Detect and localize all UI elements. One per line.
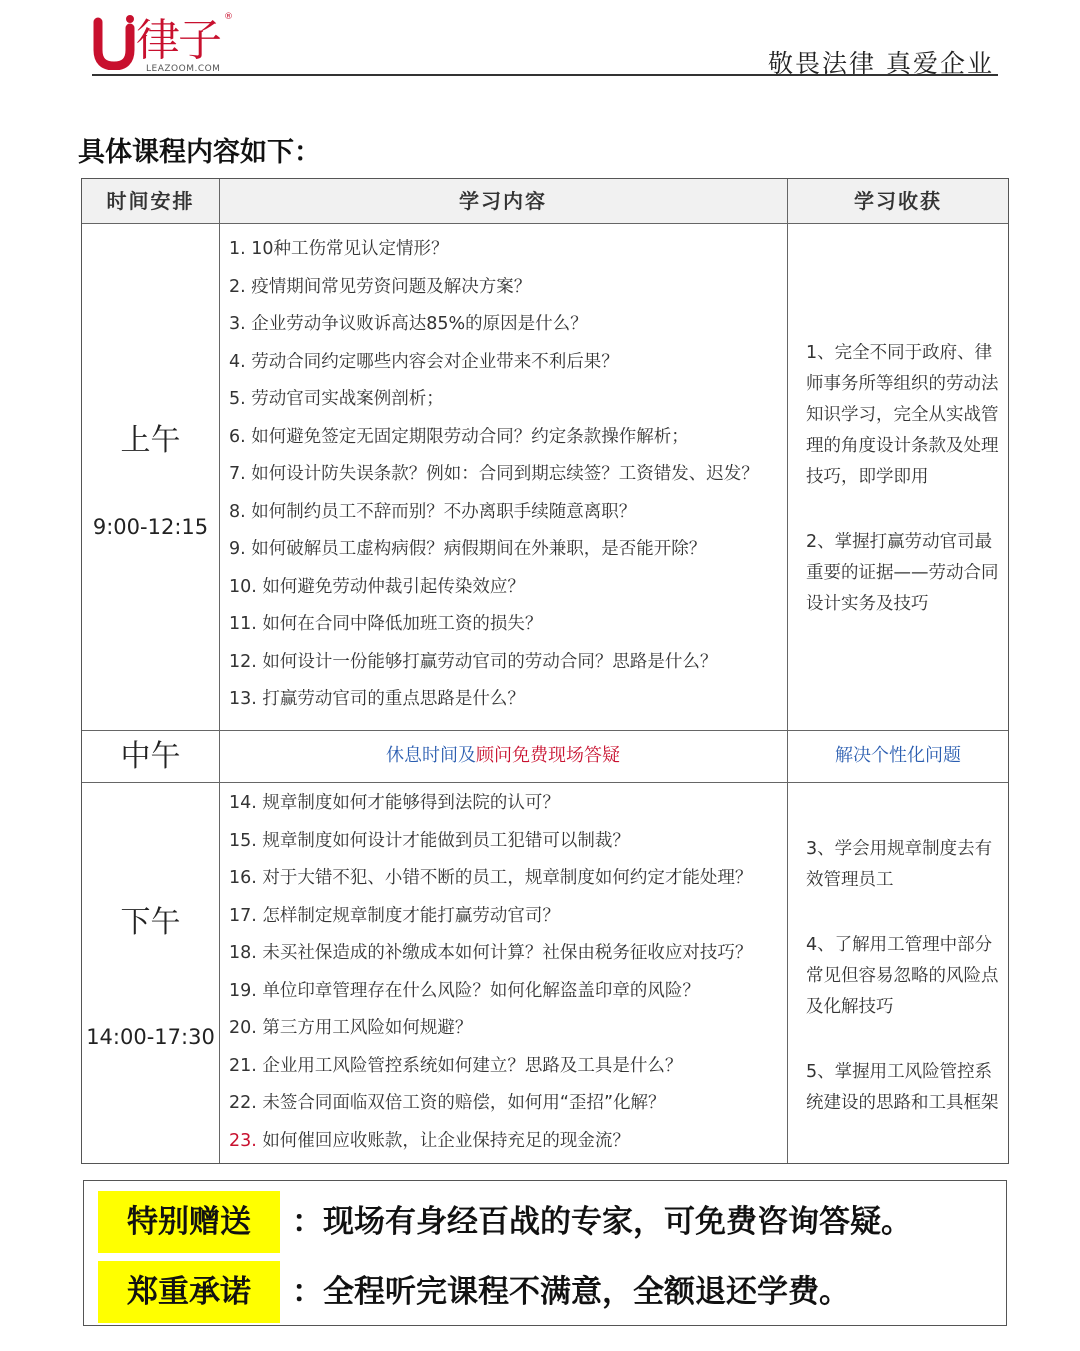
topic-item	[229, 569, 789, 607]
page-title: 具体课程内容如下：	[78, 137, 321, 168]
topic-number: 21.	[229, 1055, 257, 1076]
topic-text: 10种工伤常见认定情形？	[251, 239, 449, 259]
topic-item	[229, 1123, 789, 1161]
topic-number: 16.	[229, 868, 257, 888]
topic-text: 企业用工风险管控系统如何建立？思路及工具是什么？	[262, 1055, 683, 1076]
topic-item	[229, 1085, 789, 1123]
row-divider	[82, 223, 1008, 224]
gain-item: 3、学会用规章制度去有效管理员工	[806, 839, 993, 890]
topic-item	[229, 973, 789, 1011]
header-time: 时间安排	[106, 189, 195, 213]
topic-item	[229, 935, 789, 973]
topic-item	[229, 344, 789, 382]
header-divider	[92, 74, 998, 76]
topic-number: 19.	[229, 980, 257, 1001]
topic-number: 23.	[229, 1130, 257, 1151]
topic-text: 单位印章管理存在什么风险？如何化解盗盖印章的风险？	[262, 980, 700, 1001]
header-content: 学习内容	[459, 189, 547, 213]
gift-text: ：现场有身经百战的专家，可免费咨询答疑。	[292, 1204, 912, 1240]
topic-item	[229, 1048, 789, 1086]
registered-mark: ®	[224, 12, 233, 22]
topic-text: 劳动合同约定哪些内容会对企业带来不利后果？	[251, 351, 619, 372]
topic-number: 18.	[229, 943, 257, 963]
topic-item	[229, 898, 789, 936]
topic-number: 3.	[229, 314, 246, 334]
topic-number: 11.	[229, 614, 257, 634]
period-morning: 上午	[120, 423, 181, 458]
topic-number: 15.	[229, 830, 257, 851]
topic-text: 企业劳动争议败诉高达85%的原因是什么？	[251, 314, 588, 334]
topic-item	[229, 681, 789, 719]
gain-item: 1、完全不同于政府、律师事务所等组织的劳动法知识学习，完全从实战管理的角度设计条款及处理技巧，即学即用	[806, 343, 999, 487]
topic-item	[229, 494, 789, 532]
topic-number: 14.	[229, 793, 257, 813]
afternoon-topic-list	[229, 785, 789, 1160]
topic-text: 如何避免劳动仲裁引起传染效应？	[262, 576, 525, 597]
morning-topic-list	[229, 231, 789, 719]
promise-text: ：全程听完课程不满意，全额退还学费。	[292, 1274, 850, 1310]
brand-logo	[92, 12, 252, 76]
topic-text: 规章制度如何设计才能做到员工犯错可以制裁？	[262, 830, 630, 851]
noon-gain: 解决个性化问题	[835, 745, 961, 766]
topic-item	[229, 456, 789, 494]
topic-item	[229, 419, 789, 457]
topic-text: 如何制约员工不辞而别？不办离职手续随意离职？	[251, 501, 637, 522]
topic-number: 12.	[229, 651, 257, 672]
topic-number: 5.	[229, 389, 246, 409]
morning-gains	[806, 338, 1002, 654]
topic-item	[229, 381, 789, 419]
topic-text: 如何设计防失误条款？例如：合同到期忘续签？工资错发、迟发？	[251, 464, 759, 484]
time-morning: 9:00-12:15	[92, 515, 209, 539]
topic-number: 4.	[229, 351, 246, 372]
bonus-box	[83, 1180, 1007, 1326]
topic-text: 打赢劳动官司的重点思路是什么？	[262, 689, 525, 709]
topic-number: 10.	[229, 576, 257, 597]
topic-number: 7.	[229, 464, 246, 484]
topic-number: 9.	[229, 539, 246, 559]
noon-content	[219, 730, 787, 782]
time-afternoon: 14:00-17:30	[86, 1025, 215, 1049]
topic-item	[229, 644, 789, 682]
gain-item: 5、掌握用工风险管控系统建设的思路和工具框架	[806, 1062, 999, 1113]
logo-u-mark-icon	[92, 14, 136, 70]
topic-number: 13.	[229, 689, 257, 709]
topic-item	[229, 306, 789, 344]
topic-number: 2.	[229, 276, 246, 297]
logo-domain: LEAZOOM.COM	[146, 64, 221, 74]
noon-content-qa: 顾问免费现场答疑	[476, 745, 620, 766]
topic-item	[229, 823, 789, 861]
topic-number: 20.	[229, 1018, 257, 1038]
topic-number: 8.	[229, 501, 246, 522]
topic-item	[229, 1010, 789, 1048]
topic-number: 1.	[229, 239, 246, 259]
slogan: 敬畏法律 真爱企业	[768, 49, 994, 78]
topic-number: 17.	[229, 905, 257, 926]
schedule-table	[81, 178, 1009, 1164]
topic-item	[229, 860, 789, 898]
topic-item	[229, 531, 789, 569]
topic-item	[229, 606, 789, 644]
noon-content-rest: 休息时间及	[386, 745, 476, 766]
topic-text: 规章制度如何才能够得到法院的认可？	[262, 793, 560, 813]
topic-text: 劳动官司实战案例剖析；	[251, 389, 444, 409]
topic-text: 如何避免签定无固定期限劳动合同？约定条款操作解析；	[251, 426, 689, 447]
topic-text: 未买社保造成的补缴成本如何计算？社保由税务征收应对技巧？	[262, 943, 753, 963]
logo-text: 律子	[136, 15, 220, 66]
period-noon: 中午	[120, 739, 181, 774]
topic-number: 22.	[229, 1093, 257, 1113]
topic-text: 第三方用工风险如何规避？	[262, 1018, 473, 1038]
promise-tag: 郑重承诺	[98, 1261, 280, 1323]
topic-text: 如何破解员工虚构病假？病假期间在外兼职，是否能开除？	[251, 539, 707, 559]
column-divider	[219, 179, 220, 1163]
topic-text: 如何在合同中降低加班工资的损失？	[262, 614, 543, 634]
topic-text: 怎样制定规章制度才能打赢劳动官司？	[262, 905, 560, 926]
topic-number: 6.	[229, 426, 246, 447]
period-afternoon: 下午	[120, 905, 181, 940]
row-divider	[82, 782, 1008, 783]
topic-item	[229, 269, 789, 307]
afternoon-gains	[806, 834, 1002, 1153]
gift-tag: 特别赠送	[98, 1191, 280, 1253]
gain-item: 4、了解用工管理中部分常见但容易忽略的风险点及化解技巧	[806, 935, 999, 1017]
topic-item	[229, 785, 789, 823]
topic-text: 未签合同面临双倍工资的赔偿，如何用“歪招”化解？	[262, 1093, 666, 1113]
topic-item	[229, 231, 789, 269]
gain-item: 2、掌握打赢劳动官司最重要的证据——劳动合同设计实务及技巧	[806, 532, 999, 614]
topic-text: 疫情期间常见劳资问题及解决方案？	[251, 276, 532, 297]
header-gains: 学习收获	[854, 189, 942, 213]
topic-text: 如何设计一份能够打赢劳动官司的劳动合同？思路是什么？	[262, 651, 718, 672]
topic-text: 如何催回应收账款，让企业保持充足的现金流？	[262, 1130, 630, 1151]
topic-text: 对于大错不犯、小错不断的员工，规章制度如何约定才能处理？	[262, 868, 753, 888]
